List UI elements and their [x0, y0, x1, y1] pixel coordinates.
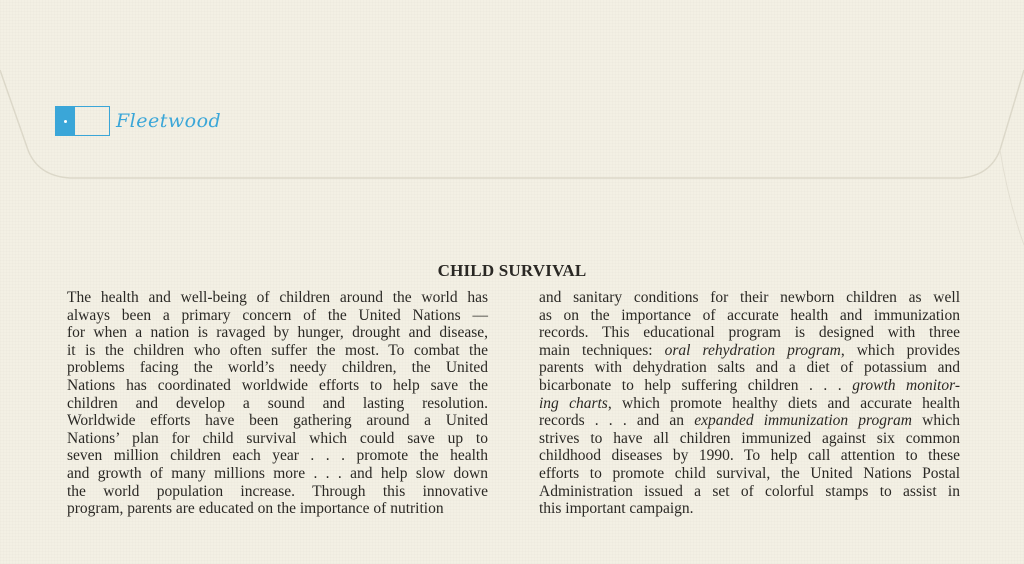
text-line — [539, 395, 960, 413]
emphasized-text: expanded immunization program — [694, 412, 912, 430]
logo-wordmark: Fleetwood — [116, 110, 222, 132]
text-run: this important campaign. — [539, 500, 694, 518]
text-line: Nations’ plan for child survival which could save up to — [67, 429, 488, 447]
article-column-left — [67, 289, 488, 518]
text-line: children and develop a sound and lasting resolution. — [67, 394, 488, 412]
text-line — [539, 377, 960, 395]
emphasized-text: ing charts — [539, 394, 608, 412]
text-run: childhood diseases by 1990. To help call attention to these — [539, 447, 960, 465]
article-column-right — [539, 289, 960, 518]
text-line: always been a primary concern of the United Nations — — [67, 306, 488, 324]
text-run: records . . . and an — [539, 412, 695, 430]
text-run: as on the importance of accurate health and immunization — [539, 306, 960, 324]
text-line — [539, 342, 960, 360]
text-run: main techniques: — [539, 341, 665, 359]
fleetwood-logo — [55, 106, 221, 136]
text-run: , which provides — [840, 341, 960, 359]
emphasized-text: growth monitor- — [852, 376, 960, 394]
text-line: it is the children who often suffer the most. To combat the — [67, 341, 488, 359]
text-line — [539, 324, 960, 342]
text-line — [539, 500, 960, 518]
text-run: which — [911, 412, 961, 430]
text-line: the world population increase. Through this innovative — [67, 482, 488, 500]
text-run: strives to have all children immunized against six common — [539, 429, 960, 447]
logo-mark-icon — [55, 106, 110, 136]
text-line — [539, 483, 960, 501]
text-line: program, parents are educated on the importance of nutrition — [67, 500, 444, 518]
text-line: Worldwide efforts have been gathering around a United — [67, 412, 488, 430]
text-line: The health and well-being of children around the world has — [67, 289, 488, 306]
text-line — [539, 447, 960, 465]
text-run: , which promote healthy diets and accurate health — [607, 394, 960, 412]
text-line — [539, 359, 960, 377]
text-line — [539, 307, 960, 325]
text-run: Administration issued a set of colorful stamps to assist in — [539, 482, 960, 500]
emphasized-text: oral rehydration program — [664, 341, 841, 359]
text-line — [539, 430, 960, 448]
text-line: and growth of many millions more . . . and help slow down — [67, 464, 488, 482]
text-line: for when a nation is ravaged by hunger, drought and disease, — [67, 324, 488, 342]
text-line: seven million children each year . . . promote the health — [67, 447, 488, 465]
text-run: parents with dehydration salts and a diet of potassium and — [539, 359, 960, 377]
text-line: problems facing the world’s needy children, the United — [67, 359, 488, 377]
text-run: efforts to promote child survival, the United Nations Postal — [539, 464, 960, 482]
text-line — [539, 289, 960, 307]
text-line: Nations has coordinated worldwide efforts to help save the — [67, 376, 488, 394]
text-line — [539, 412, 960, 430]
text-run: and sanitary conditions for their newborn children as well — [539, 289, 960, 306]
text-run: bicarbonate to help suffering children . . . — [539, 376, 853, 394]
text-run: records. This educational program is designed with three — [539, 324, 960, 342]
text-line — [539, 465, 960, 483]
article-title: CHILD SURVIVAL — [437, 261, 587, 280]
